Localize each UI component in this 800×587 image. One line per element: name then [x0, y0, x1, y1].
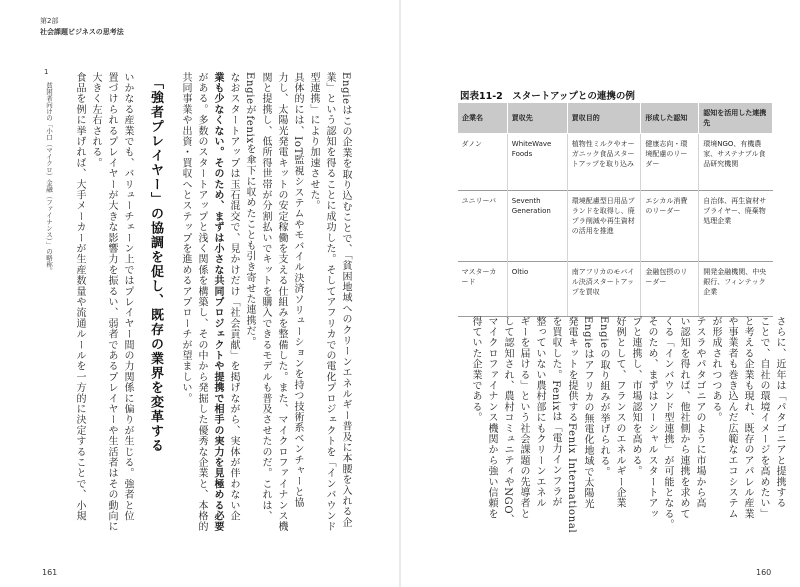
- right-paragraph-line: 発電キットを提供するFenix International: [566, 316, 577, 534]
- right-paragraph-line: と考える企業も現れ、既存のアパレル産業: [742, 316, 753, 520]
- table-cell: 植物性ミルクやオーガニック食品スタートアップを取り込み: [567, 134, 641, 191]
- table-cell: 金融包摂のリーダー: [641, 262, 699, 317]
- left-paragraph-line: 力し、太陽光発電キットの安定稼働を支える仕組みを整備した。また、マイクロファイナンス機: [276, 72, 287, 533]
- footnote-number: 1: [44, 68, 49, 76]
- right-paragraph-line: さらに、近年は「パタゴニアと提携する: [774, 316, 785, 509]
- partnership-table: [457, 102, 773, 317]
- right-paragraph-line: い認知を得れば、他社側から連携を求めて: [678, 316, 689, 520]
- table-cell: マスターカード: [458, 262, 508, 317]
- table-cell: エシカル消費のリーダー: [641, 191, 699, 262]
- right-paragraph-line: 整っていない農村部にもクリーンエネル: [534, 316, 545, 509]
- right-paragraph-line: くる「インバウンド型連携」が可能となる。: [662, 316, 673, 530]
- column-header: 企業名: [458, 103, 508, 134]
- right-paragraph-line: Engieの取り組みが挙げられる。: [598, 316, 609, 478]
- column-header: 買収目的: [567, 103, 641, 134]
- table-cell: Seventh Generation: [507, 191, 567, 262]
- left-paragraph-line: 業」という認知を得ることに成功した。そしてアフリカでの電化プロジェクトを「インバウンド: [324, 72, 335, 533]
- table-cell: ユニリーバ: [458, 191, 508, 262]
- right-paragraph-line: ギーを届ける」という社会課題の先導者と: [518, 316, 529, 520]
- table-cell: 自治体、再生資材サプライヤー、廃棄物処理企業: [699, 191, 773, 262]
- left-paragraph-line: いかなる産業でも、バリューチェーン上ではプレイヤー間の力関係に偏りが生じる。強者と位: [122, 72, 133, 522]
- left-paragraph-line: 食品を例に挙げれば、大手メーカーが生産数量や流通ルールを一方的に決定することで、小規: [74, 72, 85, 522]
- table-cell: 環境配慮型日用品ブランドを取得し、廃プラ削減や再生資材の活用を推進: [567, 191, 641, 262]
- table-cell: WhiteWave Foods: [507, 134, 567, 191]
- right-paragraph-line: が形成されつつある。: [710, 316, 721, 423]
- right-paragraph-line: Engieはアフリカの無電化地域で太陽光: [582, 316, 593, 510]
- running-head-section: 社会課題ビジネスの思考法: [40, 28, 124, 36]
- left-paragraph-line: 関と提携し、低所得世帯が分割払いでキットを購入できるモデルも普及させたのだ。これは、: [260, 72, 271, 522]
- table-row: [458, 134, 773, 191]
- right-paragraph-line: して認知され、農村コミュニティやNGO、: [502, 316, 513, 525]
- table-cell: ダノン: [458, 134, 508, 191]
- right-paragraph-line: ことで、自社の環境イメージを高めたい」: [758, 316, 769, 520]
- right-paragraph-line: を買収した。Fenixは「電力インフラが: [550, 316, 561, 508]
- table-cell: 南アフリカのモバイル決済スタートアップを買収: [567, 262, 641, 317]
- table-cell: 開発金融機関、中央銀行、フィンテック企業: [699, 262, 773, 317]
- table-row: [458, 191, 773, 262]
- left-paragraph-line: Engieはこの企業を取り込むことで、「貧困地域へのクリーンエネルギー普及に本腰を入れる企: [340, 72, 351, 528]
- left-paragraph-line: 型連携」により加速させた。: [308, 72, 319, 212]
- table-row: [458, 262, 773, 317]
- section-heading: 「強者プレイヤー」の協調を促し、既存の業界を変革する: [148, 76, 163, 453]
- left-paragraph-line: 具体的には、IoT監視システムやモバイル決済ソリューションを持つ技術系ベンチャーと協: [292, 72, 303, 509]
- left-paragraph-line: がある。多数のスタートアップと浅く関係を構築し、その中から発掘した優秀な企業と、本格的: [196, 72, 207, 533]
- right-paragraph-line: マイクロファイナンス機関から強い信頼を: [486, 316, 497, 520]
- column-header: 形成した認知: [641, 103, 699, 134]
- footnote-text: 貧困者向けの「小口（マイクロ）金融（ファイナンス）」の略称。: [45, 82, 53, 274]
- left-paragraph-line: Engieがfenixを傘下に収めたことも引き寄せた連携だ。: [244, 72, 255, 348]
- table-header-row: [458, 103, 773, 134]
- left-paragraph-line: 共同事業や出資・買収へとステップを進めるアプローチが望ましい。: [180, 72, 191, 404]
- left-paragraph-line: 置づけられるプレイヤーが大きな影響力を振るい、弱者であるプレイヤーや生活者はその動向に: [106, 72, 117, 533]
- column-header: 買収先: [507, 103, 567, 134]
- table-cell: 健康志向・環境配慮のリーダー: [641, 134, 699, 191]
- right-paragraph-line: テスラやパタゴニアのように市場から高: [694, 316, 705, 509]
- left-paragraph-line-emphasis: 業も少なくない。そのため、まずは小さな共同プロジェクトや提携で相手の実力を見極める必要: [212, 72, 223, 533]
- running-head: [40, 16, 124, 38]
- right-paragraph-line: 好例として、フランスのエネルギー企業: [614, 316, 625, 509]
- right-paragraph-line: や事業者も巻き込んだ広範なエコシステム: [726, 316, 737, 520]
- left-paragraph-line: なおスタートアップは玉石混交で、見かけだけ「社会貢献」を掲げながら、実体が伴わない企: [228, 72, 239, 522]
- page-number: 161: [42, 568, 58, 577]
- right-paragraph-line: プと連携し、市場認知を高める。: [630, 316, 641, 477]
- column-header: 認知を活用した連携先: [699, 103, 773, 134]
- table-cell: Oltio: [507, 262, 567, 317]
- left-paragraph-line: 大きく左右される。: [90, 72, 101, 169]
- running-head-part: 第2部: [40, 17, 59, 25]
- right-paragraph-line: そのため、まずはソーシャルスタートアッ: [646, 316, 657, 520]
- table-cell: 環境NGO、有機農家、サステナブル食品研究機関: [699, 134, 773, 191]
- right-paragraph-line: 得ていた企業である。: [470, 316, 481, 423]
- figure-title: 図表11-2 スタートアップとの連携の例: [460, 91, 635, 102]
- page-number: 160: [756, 568, 772, 577]
